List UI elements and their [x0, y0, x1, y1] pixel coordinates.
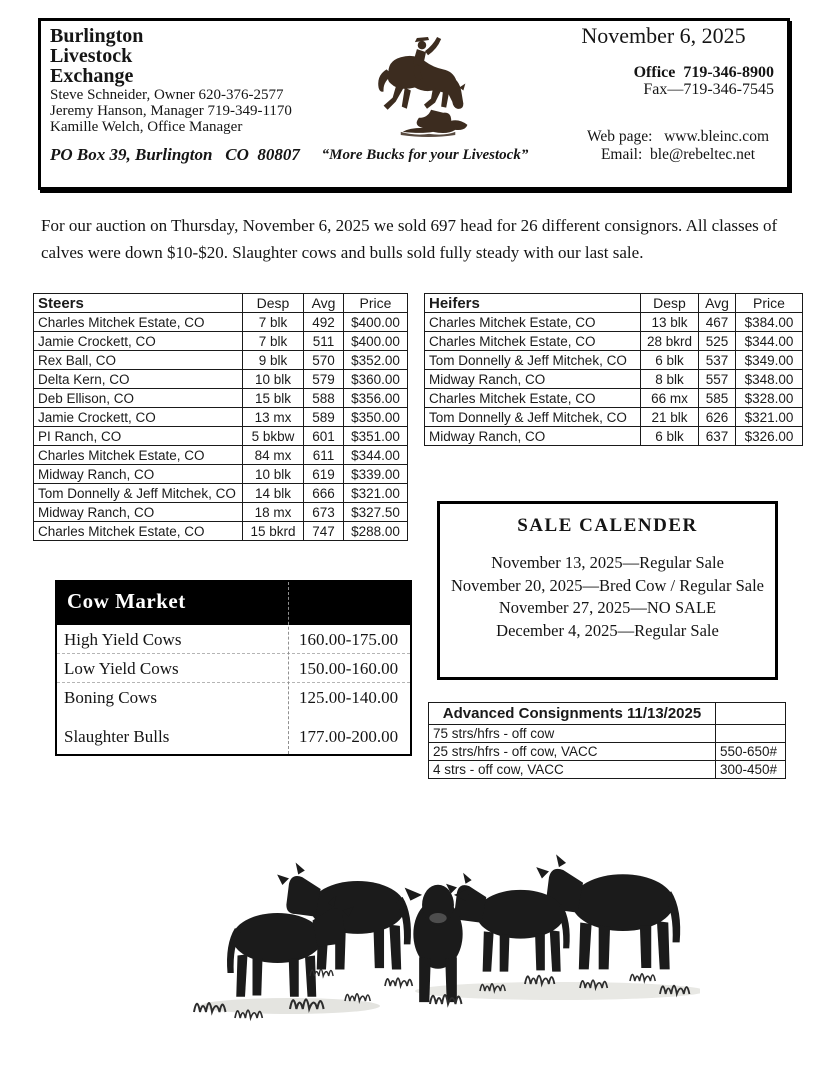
price-value: $350.00 — [344, 408, 408, 427]
consignment-description: 75 strs/hfrs - off cow — [429, 725, 716, 743]
steers-row — [34, 370, 408, 389]
steers-col-avg: Avg — [304, 294, 344, 313]
fax-number: Fax—719-346-7545 — [643, 81, 774, 98]
steers-row — [34, 313, 408, 332]
market-price-range: 177.00-200.00 — [299, 727, 399, 746]
consignor-name: Tom Donnelly & Jeff Mitchek, CO — [425, 408, 641, 427]
price-value: $326.00 — [736, 427, 803, 446]
advcon-title: Advanced Consignments 11/13/2025 — [429, 703, 716, 725]
avg-weight: 589 — [304, 408, 344, 427]
price-value: $344.00 — [344, 446, 408, 465]
advcon-row — [429, 725, 786, 743]
steers-col-price: Price — [344, 294, 408, 313]
web-email-block — [587, 128, 769, 163]
desp-value: 6 blk — [641, 427, 699, 446]
heifers-row — [425, 313, 803, 332]
market-price-range: 150.00-160.00 — [299, 659, 399, 678]
avg-weight: 747 — [304, 522, 344, 541]
consignor-name: Midway Ranch, CO — [34, 465, 243, 484]
desp-value: 15 bkrd — [243, 522, 304, 541]
tagline: “More Bucks for your Livestock” — [321, 147, 529, 163]
consignor-name: PI Ranch, CO — [34, 427, 243, 446]
heifers-row — [425, 370, 803, 389]
market-class-label: Boning Cows — [64, 688, 158, 707]
masthead-box — [38, 18, 790, 190]
desp-value: 8 blk — [641, 370, 699, 389]
consignor-name: Jamie Crockett, CO — [34, 408, 243, 427]
consignor-name: Jamie Crockett, CO — [34, 332, 243, 351]
avg-weight: 525 — [699, 332, 736, 351]
price-value: $348.00 — [736, 370, 803, 389]
heifers-row — [425, 408, 803, 427]
desp-value: 13 mx — [243, 408, 304, 427]
heifers-col-desp: Desp — [641, 294, 699, 313]
desp-value: 13 blk — [641, 313, 699, 332]
desp-value: 10 blk — [243, 370, 304, 389]
price-value: $328.00 — [736, 389, 803, 408]
sale-calendar-entry: December 4, 2025—Regular Sale — [496, 620, 719, 640]
consignor-name: Charles Mitchek Estate, CO — [425, 389, 641, 408]
bucking-bronco-icon — [367, 35, 485, 141]
steers-row — [34, 503, 408, 522]
org-name-line: Burlington — [50, 25, 144, 47]
avg-weight: 588 — [304, 389, 344, 408]
price-value: $360.00 — [344, 370, 408, 389]
auction-summary: For our auction on Thursday, November 6, 2025 we sold 697 head for 26 different consignors. All classes of calves were down $10-$20. Slaughter cows and bulls sold fully steady with our last sale. — [41, 216, 778, 262]
price-value: $339.00 — [344, 465, 408, 484]
sale-calendar-entries — [440, 552, 775, 642]
consignment-description: 25 strs/hfrs - off cow, VACC — [429, 743, 716, 761]
desp-value: 18 mx — [243, 503, 304, 522]
market-price-range: 160.00-175.00 — [299, 630, 399, 649]
web-page: Web page: www.bleinc.com — [587, 128, 769, 145]
price-value: $356.00 — [344, 389, 408, 408]
steers-row — [34, 465, 408, 484]
desp-value: 66 mx — [641, 389, 699, 408]
avg-weight: 666 — [304, 484, 344, 503]
price-value: $321.00 — [736, 408, 803, 427]
cow-market-column-divider — [288, 582, 289, 754]
avg-weight: 611 — [304, 446, 344, 465]
cow-market-row — [57, 683, 410, 711]
avg-weight: 619 — [304, 465, 344, 484]
market-class-label: Slaughter Bulls — [64, 727, 170, 746]
advanced-consignments-table — [428, 702, 786, 779]
desp-value: 9 blk — [243, 351, 304, 370]
consignor-name: Charles Mitchek Estate, CO — [425, 313, 641, 332]
office-phone: Office 719-346-8900 — [633, 64, 774, 81]
avg-weight: 626 — [699, 408, 736, 427]
price-value: $349.00 — [736, 351, 803, 370]
heifers-col-price: Price — [736, 294, 803, 313]
steers-row — [34, 332, 408, 351]
cattle-herd-drawing — [180, 826, 700, 1024]
price-value: $352.00 — [344, 351, 408, 370]
avg-weight: 467 — [699, 313, 736, 332]
org-name — [50, 26, 143, 86]
desp-value: 28 bkrd — [641, 332, 699, 351]
steers-row — [34, 389, 408, 408]
avg-weight: 492 — [304, 313, 344, 332]
consignor-name: Charles Mitchek Estate, CO — [34, 446, 243, 465]
advcon-header-row — [429, 703, 786, 725]
advcon-row — [429, 761, 786, 779]
avg-weight: 557 — [699, 370, 736, 389]
consignor-name: Charles Mitchek Estate, CO — [34, 522, 243, 541]
report-date: November 6, 2025 — [581, 23, 746, 48]
desp-value: 15 blk — [243, 389, 304, 408]
heifers-row — [425, 351, 803, 370]
consignor-name: Delta Kern, CO — [34, 370, 243, 389]
sale-calendar-entry: November 20, 2025—Bred Cow / Regular Sale — [451, 575, 764, 595]
heifers-col-avg: Avg — [699, 294, 736, 313]
steers-row — [34, 427, 408, 446]
market-class-label: Low Yield Cows — [64, 659, 179, 678]
cow-market-rows — [57, 625, 410, 750]
consignment-weight-range: 300-450# — [716, 761, 786, 779]
steers-row — [34, 446, 408, 465]
price-value: $288.00 — [344, 522, 408, 541]
steers-row — [34, 522, 408, 541]
consignor-name: Midway Ranch, CO — [34, 503, 243, 522]
staff-line: Steve Schneider, Owner 620-376-2577 — [50, 87, 284, 103]
consignor-name: Midway Ranch, CO — [425, 370, 641, 389]
price-value: $400.00 — [344, 313, 408, 332]
heifers-table — [424, 293, 803, 446]
cow-market-section — [55, 580, 412, 756]
steers-table — [33, 293, 408, 541]
consignor-name: Charles Mitchek Estate, CO — [425, 332, 641, 351]
staff-line: Kamille Welch, Office Manager — [50, 119, 243, 135]
cow-market-row — [57, 711, 410, 750]
consignment-weight-range — [716, 725, 786, 743]
consignment-description: 4 strs - off cow, VACC — [429, 761, 716, 779]
steers-row — [34, 408, 408, 427]
avg-weight: 585 — [699, 389, 736, 408]
consignor-name: Deb Ellison, CO — [34, 389, 243, 408]
heifers-header-row — [425, 294, 803, 313]
market-price-range: 125.00-140.00 — [299, 688, 399, 707]
avg-weight: 579 — [304, 370, 344, 389]
consignment-weight-range: 550-650# — [716, 743, 786, 761]
consignor-name: Rex Ball, CO — [34, 351, 243, 370]
steers-title: Steers — [34, 294, 243, 313]
sale-calendar-title: SALE CALENDER — [517, 515, 698, 536]
email-address: Email: ble@rebeltec.net — [600, 145, 756, 163]
price-value: $384.00 — [736, 313, 803, 332]
heifers-title: Heifers — [425, 294, 641, 313]
heifers-row — [425, 389, 803, 408]
consignor-name: Tom Donnelly & Jeff Mitchek, CO — [34, 484, 243, 503]
avg-weight: 637 — [699, 427, 736, 446]
sale-calendar-entry: November 27, 2025—NO SALE — [498, 598, 717, 617]
desp-value: 21 blk — [641, 408, 699, 427]
desp-value: 5 bkbw — [243, 427, 304, 446]
phone-block — [634, 64, 774, 98]
price-value: $327.50 — [344, 503, 408, 522]
desp-value: 84 mx — [243, 446, 304, 465]
staff-line: Jeremy Hanson, Manager 719-349-1170 — [50, 103, 292, 119]
price-value: $400.00 — [344, 332, 408, 351]
avg-weight: 511 — [304, 332, 344, 351]
market-class-label: High Yield Cows — [64, 630, 182, 649]
consignor-name: Tom Donnelly & Jeff Mitchek, CO — [425, 351, 641, 370]
steers-header-row — [34, 294, 408, 313]
steers-col-desp: Desp — [243, 294, 304, 313]
avg-weight: 570 — [304, 351, 344, 370]
org-name-line: Livestock — [50, 45, 133, 67]
steers-row — [34, 484, 408, 503]
price-value: $321.00 — [344, 484, 408, 503]
avg-weight: 673 — [304, 503, 344, 522]
cow-market-title: Cow Market — [57, 582, 410, 625]
po-box-address: PO Box 39, Burlington CO 80807 — [50, 145, 300, 164]
desp-value: 10 blk — [243, 465, 304, 484]
advcon-row — [429, 743, 786, 761]
avg-weight: 601 — [304, 427, 344, 446]
heifers-row — [425, 332, 803, 351]
desp-value: 7 blk — [243, 313, 304, 332]
price-value: $344.00 — [736, 332, 803, 351]
staff-list — [50, 87, 292, 135]
heifers-row — [425, 427, 803, 446]
price-value: $351.00 — [344, 427, 408, 446]
cow-market-row — [57, 625, 410, 654]
desp-value: 6 blk — [641, 351, 699, 370]
org-name-line: Exchange — [50, 65, 134, 87]
sale-calendar-entry: November 13, 2025—Regular Sale — [491, 553, 724, 572]
avg-weight: 537 — [699, 351, 736, 370]
cow-market-row — [57, 654, 410, 683]
sale-calendar-box — [437, 501, 778, 680]
consignor-name: Midway Ranch, CO — [425, 427, 641, 446]
advcon-weight-header — [716, 703, 786, 725]
consignor-name: Charles Mitchek Estate, CO — [34, 313, 243, 332]
steers-row — [34, 351, 408, 370]
desp-value: 14 blk — [243, 484, 304, 503]
desp-value: 7 blk — [243, 332, 304, 351]
